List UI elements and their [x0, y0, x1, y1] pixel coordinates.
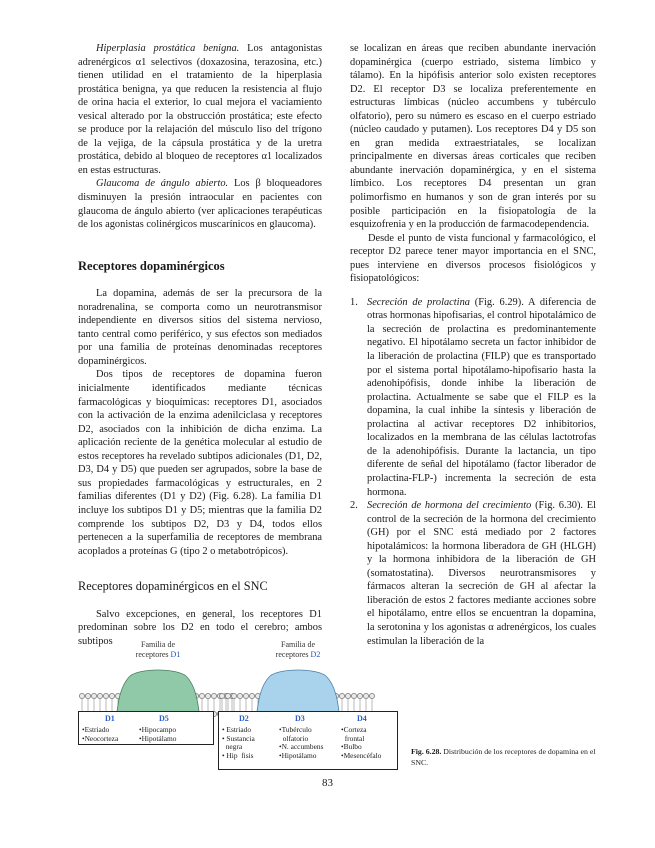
figure-caption: Fig. 6.28. Distribución de los receptores de dopamina en el SNC.	[411, 747, 596, 767]
figure-family-d1	[78, 640, 238, 660]
figure-family-d2	[218, 640, 378, 660]
lipid-head	[97, 693, 102, 698]
paragraph-dopamina: La dopamina, además de ser la precursora de la noradrenalina, se comporta como un neurotransmisor independiente en diversos sitios del sistema nervioso, tanto central como periférico, y sus efectos son mediados por una familia de proteínas denominadas receptores dopaminérgicos.	[78, 288, 322, 367]
lipid-head	[205, 693, 210, 698]
cell-d3-sites: •Tubérculo olfatorio •N. accumbens •Hipotálamo	[279, 725, 324, 760]
paragraph-punto-de-vista: Desde el punto de vista funcional y farmacológico, el receptor D2 parece tener mayor importancia en el SNC, pues interviene en diversos procesos fisiológicos y fisiopatológicos:	[350, 232, 596, 285]
list-procesos	[350, 296, 596, 648]
lipid-head	[199, 693, 204, 698]
header-d5: D5	[159, 714, 169, 723]
lipid-head	[369, 693, 374, 698]
cell-d1-sites: •Estriado •Neocorteza	[82, 725, 119, 743]
table-family-d2	[218, 711, 398, 770]
cell-d2-sites: • Estriado • Sustancia negra • Hip fisis	[222, 725, 255, 760]
family-d2-title: Familia de receptores D2	[275, 640, 321, 659]
paragraph-glaucoma: Glaucoma de ángulo abierto. Los β bloqueadores disminuyen la presión intraocular en pacientes con glaucoma de ángulo abierto (ver aplicaciones terapéuticas de los agonistas colinérgicos muscarínicos en glaucoma).	[78, 178, 322, 231]
lipid-head	[363, 693, 368, 698]
lipid-head	[339, 693, 344, 698]
left-column	[78, 42, 322, 648]
lipid-head	[231, 693, 236, 698]
lipid-head	[237, 693, 242, 698]
header-d2: D2	[239, 714, 249, 723]
list-item-hormona-crecimiento: 2. Secreción de hormona del crecimiento (Fig. 6.30). El control de la secreción de la hormona del crecimiento (GH) por el SNC está mediado por 2 factores hipotalámicos: la hormona liberadora de GH (HLGH) y la hormona inhibidora de la liberación de GH (somatostatina). Diversos neurotransmisores y fármacos alteran la secreción de GH al afectar la liberación de estos 2 factores mediante acciones sobre el hipotálamo, entre ellos se encuentran la dopamina, la serotonina y los agonistas α adrenérgicos, los cuales estimulan la liberación de la	[350, 500, 597, 647]
lipid-head	[225, 693, 230, 698]
lipid-head	[243, 693, 248, 698]
lipid-head	[211, 693, 216, 698]
paragraph-salvo-excepciones: Salvo excepciones, en general, los receptores D1 predominan sobre los D2 en todo el cerebro; ambos subtipos	[78, 608, 322, 647]
paragraph-localizacion: se localizan en áreas que reciben abundante inervación dopaminérgica (cuerpo estriado, sistema límbico y tálamo). En la hipófisis anterior solo existen receptores D2. El receptor D3 se localiza preferentemente en estructuras límbicas (núcleo accumbens y tubérculo olfatorio), pero su número es escaso en el cuerpo estriado (núcleo caudado y putamen). Los receptores D4 y D5 son en gran medida extraestriatales, se localizan principalmente en diversas áreas corticales que reciben abundante inervación dopaminérgica, y en el sistema límbico. Los receptores D4 presentan un gran polimorfismo en humanos y son de gran interés por su posible participación en la fisiopatología de la esquizofrenia y en la producción de farmacodependencia.	[350, 43, 596, 231]
lipid-head	[351, 693, 356, 698]
lipid-head	[249, 693, 254, 698]
paragraph-dos-tipos: Dos tipos de receptores de dopamina fueron inicialmente identificados mediante técnicas farmacológicas y bioquímicas: receptores D1, asociados con la activación de la enzima adenilciclasa y receptores D2, asociados con la inhibición de dicha enzima. La aplicación reciente de la genética molecular al estudio de estos receptores ha revelado subtipos adicionales (D1, D2, D3, D4 y D5) que pueden ser agrupados, sobre la base de sus propiedades farmacológicas y estructurales, en 2 familias diferentes (D1 y D2) (Fig. 6.28). La familia D1 incluye los subtipos D1 y D5; mientras que la familia D2 comprende los subtipos D2, D3 y D4, todos ellos pertenecen a la superfamilia de receptores de membrana acoplados a proteínas G (tipo 2 o metabotrópicos).	[78, 369, 322, 557]
list-item-prolactina: 1. Secreción de prolactina (Fig. 6.29). A diferencia de otras hormonas hipofisarias, el control hipotalámico de la secreción de prolactina es predominantemente negativo. El hipotálamo secreta un factor inhibidor de la liberación de prolactina (FILP) que es transportado por el sistema portal hipotálamo-hipofisario hasta la adenohipófisis, donde inhibe la liberación de prolactina. Actualmente se sabe que el FILP es la dopamina, la cual inhibe la síntesis y liberación de prolactina al activar receptores D2 inhibitorios, localizados en la membrana de las células lactotrofas de la adenohipófisis. Durante la lactancia, un tipo diferente de señal del hipotálamo (factor liberador de prolactina-FLP-) incrementa la secreción de esta hormona.	[350, 296, 596, 498]
heading-receptores-dopaminergicos: Receptores dopaminérgicos	[78, 258, 225, 273]
heading-receptores-snc: Receptores dopaminérgicos en el SNC	[78, 579, 268, 594]
lipid-head	[79, 693, 84, 698]
cell-d4-sites: •Corteza frontal •Bulbo •Mesencéfalo	[341, 725, 382, 760]
lipid-head	[103, 693, 108, 698]
lipid-head	[219, 693, 224, 698]
header-d3: D3	[295, 714, 305, 723]
family-d1-title: Familia de receptores D1	[135, 640, 181, 659]
lipid-head	[109, 693, 114, 698]
lipid-head	[357, 693, 362, 698]
paragraph-hiperplasia: Hiperplasia prostática benigna. Los antagonistas adrenérgicos α1 selectivos (doxazosina, terazosina, etc.) tienen utilidad en el tratamiento de la hiperplasia prostática benigna, ya que reducen la resistencia al flujo de orina hacia el exterior, lo cual mejora el vaciamiento vesical alterado por la obstrucción prostática; este efecto se produce por la relajación del músculo liso del trígono de la vejiga, de la cápsula prostática y de la uretra prostática, debido al bloqueo de receptores α1 localizados en estas estructuras.	[78, 43, 322, 176]
header-d4: D4	[357, 714, 367, 723]
right-column	[350, 42, 596, 648]
lipid-head	[85, 693, 90, 698]
table-family-d1	[78, 711, 214, 745]
cell-d5-sites: •Hipocampo •Hipotálamo	[139, 725, 177, 743]
lipid-head	[345, 693, 350, 698]
page-number: 83	[322, 777, 333, 789]
header-d1: D1	[105, 714, 115, 723]
lipid-head	[91, 693, 96, 698]
